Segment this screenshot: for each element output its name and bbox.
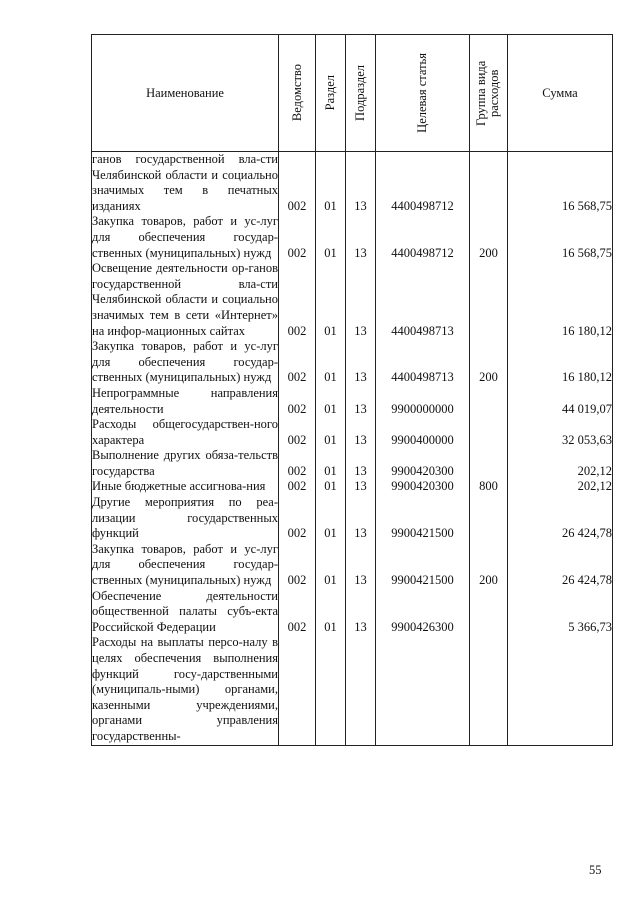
cell-name: Иные бюджетные ассигнова-ния [92,479,279,495]
cell-gruppa [470,386,508,417]
cell-vedomstvo: 002 [279,339,316,386]
cell-summa: 32 053,63 [508,417,613,448]
table-row [92,339,613,386]
cell-vedomstvo: 002 [279,479,316,495]
table-row [92,495,613,542]
cell-razdel: 01 [316,417,346,448]
page-number: 55 [589,863,602,877]
cell-summa: 44 019,07 [508,386,613,417]
cell-celevaya-statya [376,635,470,745]
cell-name: Закупка товаров, работ и ус-луг для обеспечения государ-ственных (муниципальных) нужд [92,214,278,260]
cell-vedomstvo [279,635,316,745]
cell-vedomstvo: 002 [279,261,316,339]
cell-podrazdel: 13 [346,261,376,339]
cell-podrazdel: 13 [346,542,376,589]
cell-summa [508,635,613,745]
header-razdel: Раздел [316,35,346,152]
cell-gruppa [470,448,508,479]
cell-razdel: 01 [316,214,346,261]
cell-gruppa: 200 [470,214,508,261]
cell-podrazdel: 13 [346,417,376,448]
cell-razdel [316,635,346,745]
cell-podrazdel: 13 [346,339,376,386]
cell-vedomstvo: 002 [279,495,316,542]
cell-summa: 26 424,78 [508,495,613,542]
cell-celevaya-statya: 4400498713 [376,339,470,386]
table-row [92,386,613,417]
cell-vedomstvo: 002 [279,386,316,417]
cell-summa: 5 366,73 [508,589,613,636]
cell-razdel: 01 [316,339,346,386]
cell-razdel: 01 [316,542,346,589]
cell-vedomstvo: 002 [279,542,316,589]
header-gruppa-vida-raskhodov: Группа вида расходов [470,35,508,152]
cell-summa: 202,12 [508,479,613,495]
cell-razdel: 01 [316,152,346,215]
cell-summa: 16 568,75 [508,152,613,215]
cell-gruppa [470,261,508,339]
cell-vedomstvo: 002 [279,214,316,261]
cell-celevaya-statya: 9900421500 [376,542,470,589]
table-row [92,214,613,261]
cell-podrazdel: 13 [346,479,376,495]
cell-podrazdel: 13 [346,152,376,215]
cell-vedomstvo: 002 [279,589,316,636]
cell-celevaya-statya: 4400498712 [376,214,470,261]
cell-celevaya-statya: 9900420300 [376,448,470,479]
cell-name: ганов государственной вла-сти Челябинской области и социально значимых тем в печатных изданиях [92,152,278,213]
cell-celevaya-statya: 4400498712 [376,152,470,215]
cell-name: Непрограммные направления деятельности [92,385,278,416]
cell-name: Обеспечение деятельности общественной палаты субъ-екта Российской Федерации [92,588,278,634]
cell-gruppa: 800 [470,479,508,495]
header-celevaya-statya: Целевая статья [376,35,470,152]
header-vedomstvo: Ведомство [279,35,316,152]
table-row [92,261,613,339]
cell-razdel: 01 [316,495,346,542]
cell-razdel: 01 [316,386,346,417]
cell-summa: 16 180,12 [508,339,613,386]
cell-gruppa [470,152,508,215]
cell-podrazdel: 13 [346,214,376,261]
table-row [92,542,613,589]
cell-name: Выполнение других обяза-тельств государства [92,448,278,478]
cell-summa: 16 568,75 [508,214,613,261]
cell-name: Закупка товаров, работ и ус-луг для обеспечения государ-ственных (муниципальных) нужд [92,339,278,385]
table-header [92,35,613,152]
cell-podrazdel: 13 [346,386,376,417]
cell-celevaya-statya: 9900400000 [376,417,470,448]
table-row [92,479,613,495]
header-name: Наименование [92,35,279,152]
cell-name: Закупка товаров, работ и ус-луг для обеспечения государ-ственных (муниципальных) нужд [92,541,278,588]
cell-summa: 202,12 [508,448,613,479]
header-podrazdel: Подраздел [346,35,376,152]
cell-gruppa [470,495,508,542]
table-row [92,417,613,448]
cell-vedomstvo: 002 [279,417,316,448]
cell-gruppa [470,635,508,745]
cell-razdel: 01 [316,261,346,339]
cell-celevaya-statya: 4400498713 [376,261,470,339]
cell-razdel: 01 [316,479,346,495]
cell-name: Расходы общегосударствен-ного характера [92,417,278,447]
cell-podrazdel [346,635,376,745]
cell-gruppa [470,589,508,636]
cell-podrazdel: 13 [346,495,376,542]
cell-vedomstvo: 002 [279,448,316,479]
cell-vedomstvo: 002 [279,152,316,215]
table-body [92,152,613,746]
cell-name: Освещение деятельности ор-ганов государственной вла-сти Челябинской области и социально значимых тем в сети «Интернет» на инфор-мационных сайтах [92,261,278,338]
cell-razdel: 01 [316,448,346,479]
cell-gruppa: 200 [470,339,508,386]
cell-celevaya-statya: 9900000000 [376,386,470,417]
cell-gruppa: 200 [470,542,508,589]
cell-celevaya-statya: 9900421500 [376,495,470,542]
cell-celevaya-statya: 9900420300 [376,479,470,495]
budget-table [91,34,613,746]
cell-razdel: 01 [316,589,346,636]
cell-celevaya-statya: 9900426300 [376,589,470,636]
header-summa: Сумма [508,35,613,152]
cell-name: Расходы на выплаты персо-налу в целях обеспечения выполнения функций госу-дарственными (муниципаль-ными) органами, казенными учреждениями, органами управления государственны- [92,635,279,745]
table-row [92,635,613,745]
cell-name: Другие мероприятия по реа-лизации государственных функций [92,495,278,541]
cell-podrazdel: 13 [346,448,376,479]
cell-summa: 16 180,12 [508,261,613,339]
cell-summa: 26 424,78 [508,542,613,589]
table-row [92,152,613,215]
cell-gruppa [470,417,508,448]
table-row [92,448,613,479]
table-row [92,589,613,636]
cell-podrazdel: 13 [346,589,376,636]
